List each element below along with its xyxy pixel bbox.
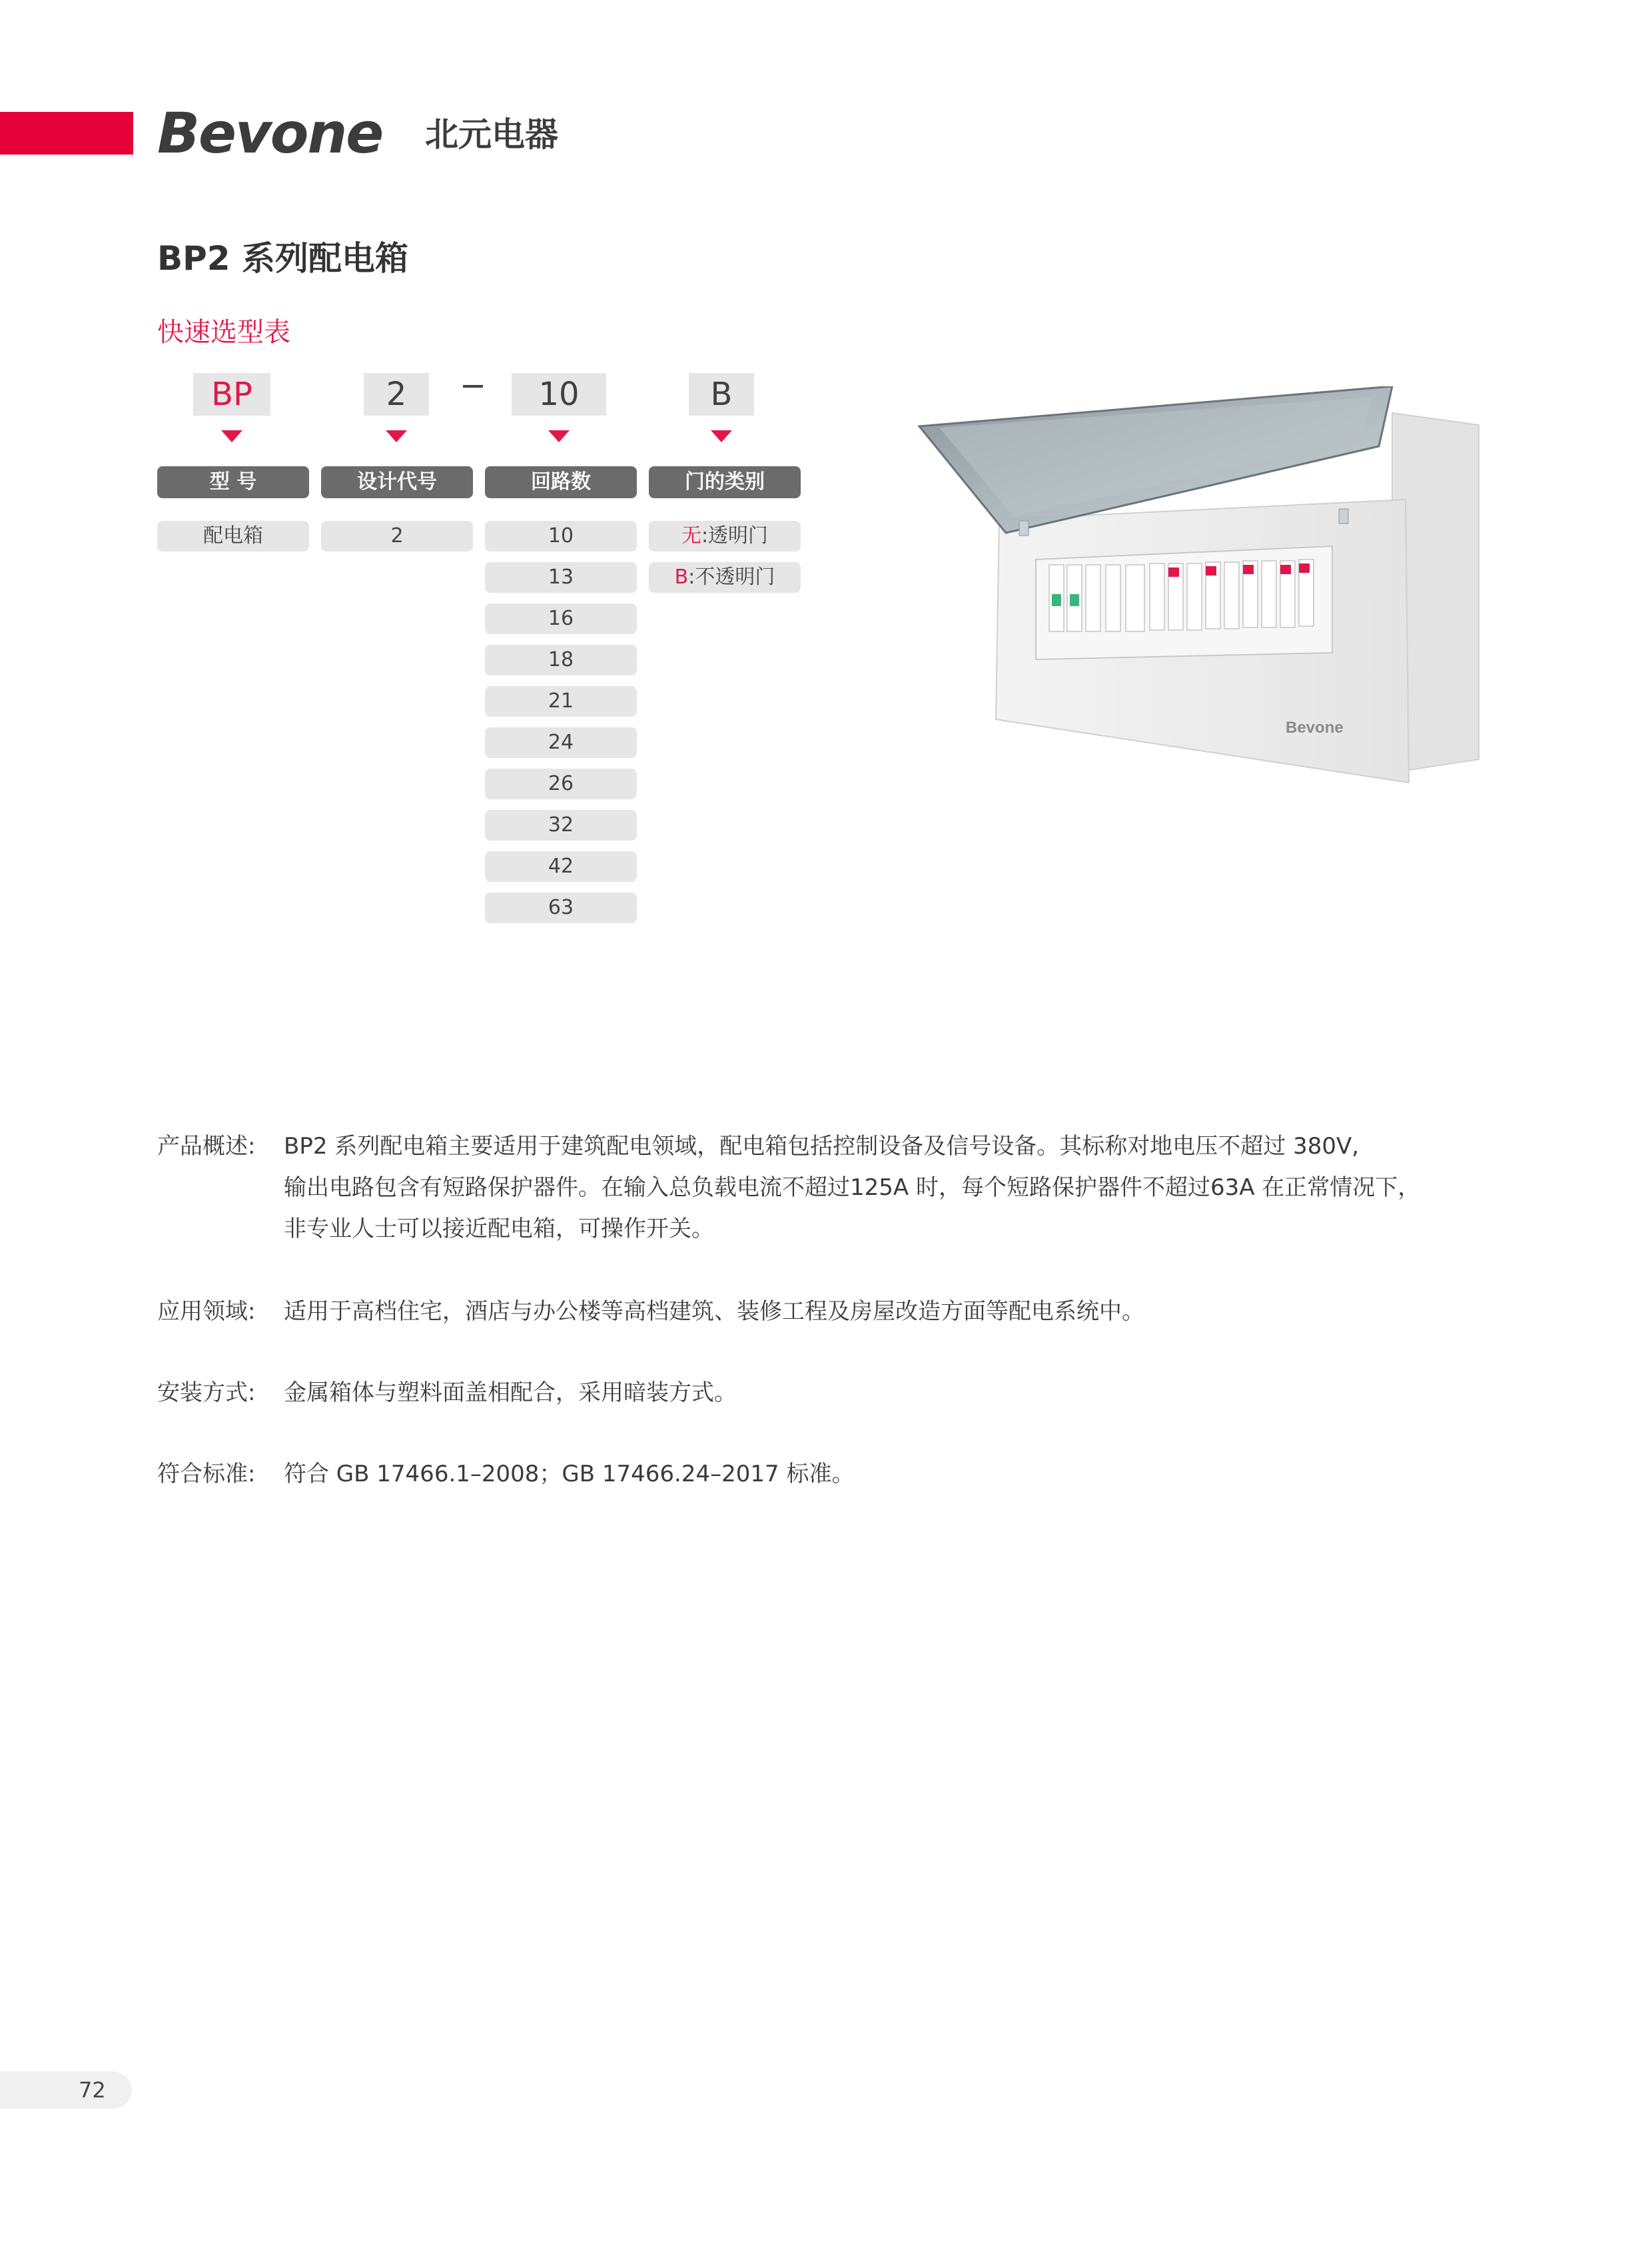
table-cell-circuits: 16 <box>485 603 637 634</box>
product-image-distribution-box <box>913 386 1485 826</box>
table-cell-circuits: 10 <box>485 521 637 552</box>
arrow-down-icon <box>548 430 570 442</box>
door-type-code: 无 <box>681 524 701 548</box>
brand-logo: Bevone <box>157 101 383 166</box>
section-application <box>157 1291 1144 1332</box>
table-cell-circuits: 18 <box>485 645 637 675</box>
section-text-line: 符合 GB 17466.1–2008；GB 17466.24–2017 标准。 <box>284 1461 855 1487</box>
table-cell-circuits: 63 <box>485 893 637 923</box>
table-cell-design-code: 2 <box>321 521 473 552</box>
code-part-series: BP <box>193 373 270 416</box>
table-cell-door-type <box>649 562 801 593</box>
section-label: 符合标准: <box>157 1461 256 1487</box>
table-cell-model: 配电箱 <box>157 521 309 552</box>
section-label: 安装方式: <box>157 1379 256 1406</box>
arrow-down-icon <box>221 430 242 442</box>
section-label: 应用领域: <box>157 1298 256 1325</box>
door-type-desc: 透明门 <box>708 524 769 548</box>
table-cell-circuits: 32 <box>485 810 637 841</box>
table-header-door-type: 门的类别 <box>649 466 801 498</box>
arrow-down-icon <box>711 430 732 442</box>
table-header-model: 型 号 <box>157 466 309 498</box>
table-cell-circuits: 24 <box>485 727 637 758</box>
table-cell-circuits: 21 <box>485 686 637 717</box>
section-text-line: 适用于高档住宅，酒店与办公楼等高档建筑、装修工程及房屋改造方面等配电系统中。 <box>284 1298 1144 1325</box>
section-text-line: 金属箱体与塑料面盖相配合，采用暗装方式。 <box>284 1379 737 1406</box>
section-subtitle: 快速选型表 <box>157 317 290 348</box>
table-header-design-code: 设计代号 <box>321 466 473 498</box>
table-cell-circuits: 13 <box>485 562 637 593</box>
code-part-design: 2 <box>364 373 429 416</box>
page-title: BP2 系列配电箱 <box>157 239 408 278</box>
section-text-line: BP2 系列配电箱主要适用于建筑配电领域，配电箱包括控制设备及信号设备。其标称对地电压不超过 380V, <box>284 1133 1360 1160</box>
table-cell-circuits: 42 <box>485 851 637 882</box>
door-type-sep: : <box>701 524 709 548</box>
page-number: 72 <box>79 2077 106 2103</box>
brand-name-cn: 北元电器 <box>425 115 558 154</box>
door-type-desc: 不透明门 <box>695 565 775 589</box>
door-type-code: B <box>674 565 689 589</box>
table-cell-door-type <box>649 521 801 552</box>
code-separator <box>463 385 483 388</box>
header-accent-bar <box>0 112 133 155</box>
page-number-pill <box>0 2071 132 2109</box>
code-part-circuits: 10 <box>512 373 606 416</box>
section-standard <box>157 1453 855 1495</box>
section-overview <box>157 1126 1421 1242</box>
door-type-sep: : <box>688 565 695 589</box>
box-brand-label: Bevone <box>1286 719 1344 737</box>
section-label: 产品概述: <box>157 1133 256 1160</box>
section-text-line: 非专业人士可以接近配电箱，可操作开关。 <box>284 1216 714 1242</box>
arrow-down-icon <box>386 430 407 442</box>
table-cell-circuits: 26 <box>485 769 637 799</box>
code-part-door: B <box>689 373 754 416</box>
table-header-circuits: 回路数 <box>485 466 637 498</box>
section-installation <box>157 1372 737 1413</box>
section-text-line: 输出电路包含有短路保护器件。在输入总负载电流不超过125A 时，每个短路保护器件不超过63A 在正常情况下， <box>284 1174 1421 1201</box>
